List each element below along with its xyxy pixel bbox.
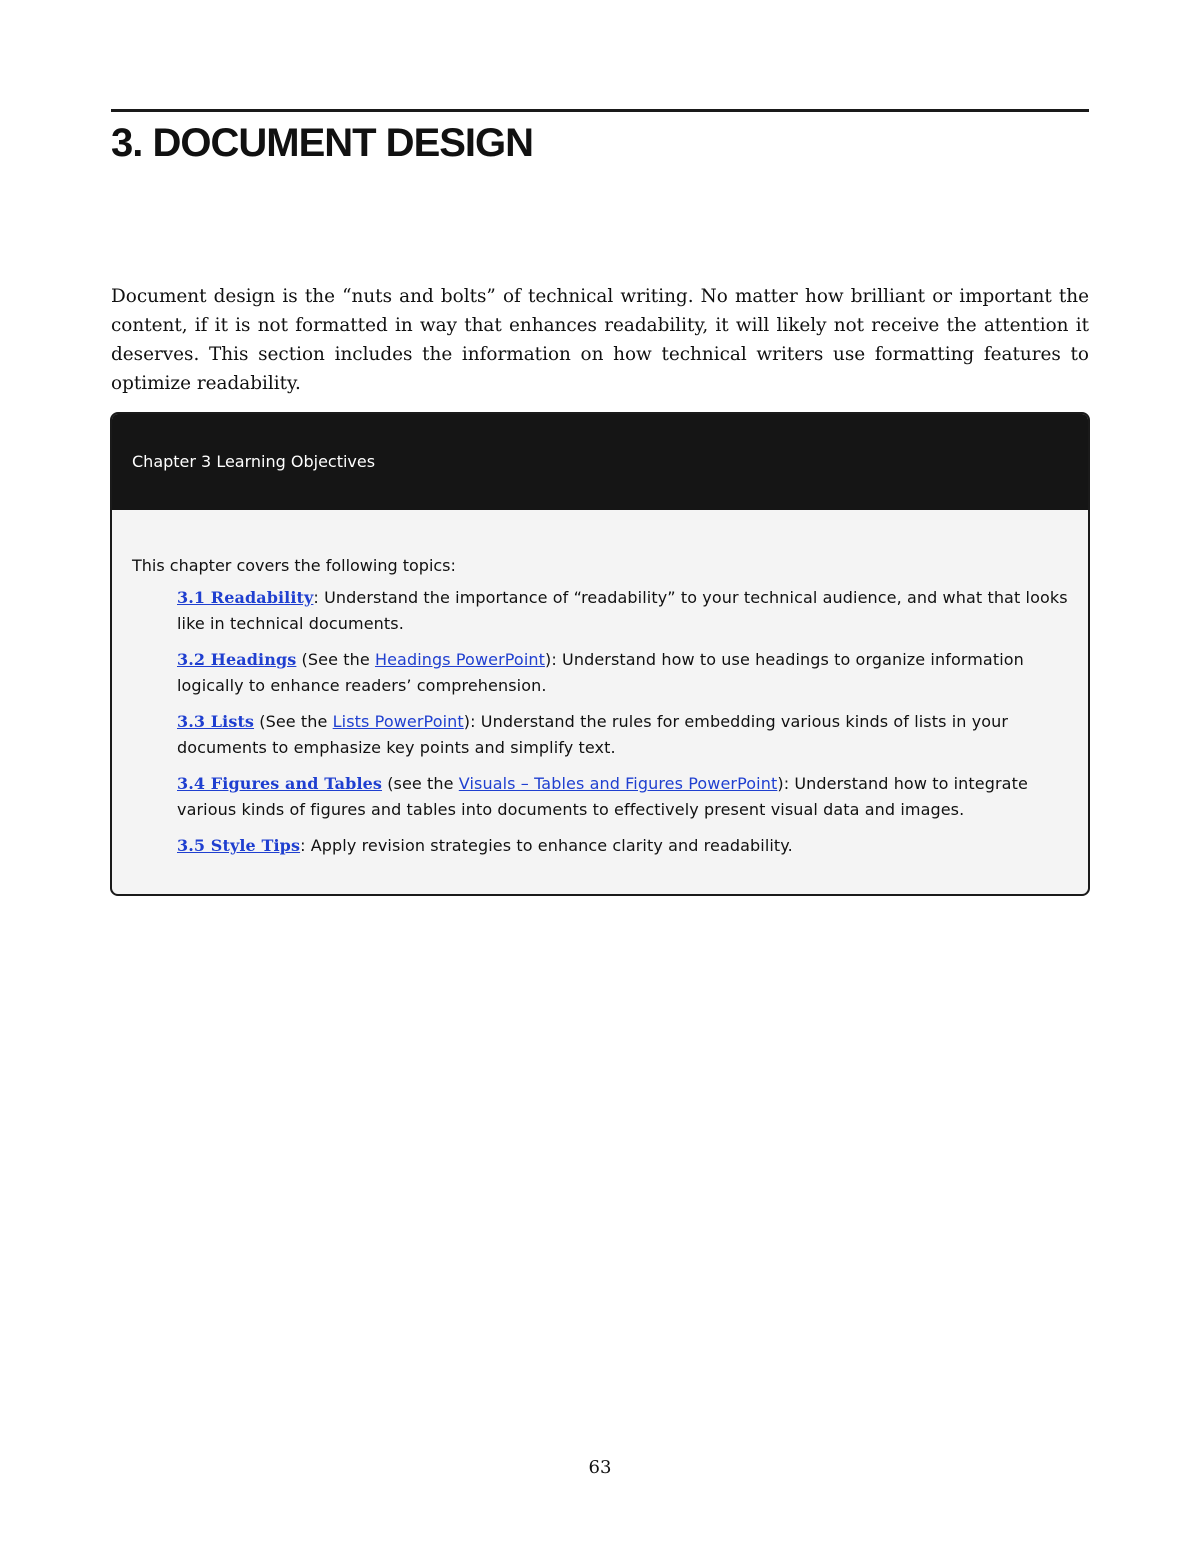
objective-text: : Understand the importance of “readability” to your technical audience, and what that looks like in technical documents. [177,588,1068,633]
objective-text: : Understand how to integrate various kinds of figures and tables into documents to effectively present visual data and images. [177,774,1028,819]
objective-paren-close: ) [463,712,471,731]
intro-paragraph: Document design is the “nuts and bolts” of technical writing. No matter how brilliant or important the content, if it is not formatted in way that enhances readability, it will likely not receive the attention it deserves. This section includes the information on how technical writers use formatting features to optimize readability. [111,286,1089,394]
objective-text: : Understand how to use headings to organize information logically to enhance readers’ comprehension. [177,650,1024,695]
objective-item-readability [177,585,1068,637]
objective-item-figures-tables [177,771,1068,823]
covers-intro: This chapter covers the following topics: [132,556,456,575]
visuals-powerpoint-link[interactable]: Visuals – Tables and Figures PowerPoint [458,774,778,793]
objective-item-style-tips [177,833,1068,859]
objectives-list [132,585,1068,859]
objective-paren-close: ) [545,650,552,669]
chapter-top-rule [111,109,1089,112]
learning-objectives-box [110,412,1090,896]
headings-powerpoint-link[interactable]: Headings PowerPoint [374,650,545,669]
objective-paren-open: (see the [382,774,459,793]
section-link-style-tips[interactable]: 3.5 Style Tips [177,836,301,855]
objective-text: : Understand the rules for embedding various kinds of lists in your documents to emphasize key points and simplify text. [177,712,1009,757]
objective-item-lists [177,709,1068,761]
section-link-lists[interactable]: 3.3 Lists [177,712,255,731]
section-link-readability[interactable]: 3.1 Readability [177,588,314,607]
chapter-title: 3. DOCUMENT DESIGN [111,121,534,165]
objective-text: : Apply revision strategies to enhance clarity and readability. [300,836,793,855]
section-link-headings[interactable]: 3.2 Headings [177,650,297,669]
objective-paren-open: (See the [254,712,333,731]
learning-objectives-title: Chapter 3 Learning Objectives [132,452,376,471]
objective-paren-close: ) [777,774,784,793]
page-number: 63 [588,1457,612,1478]
section-link-figures-tables[interactable]: 3.4 Figures and Tables [177,774,383,793]
learning-objectives-header [112,414,1088,510]
objective-item-headings [177,647,1068,699]
objective-paren-open: (See the [296,650,375,669]
learning-objectives-body [112,510,1088,859]
lists-powerpoint-link[interactable]: Lists PowerPoint [332,712,464,731]
